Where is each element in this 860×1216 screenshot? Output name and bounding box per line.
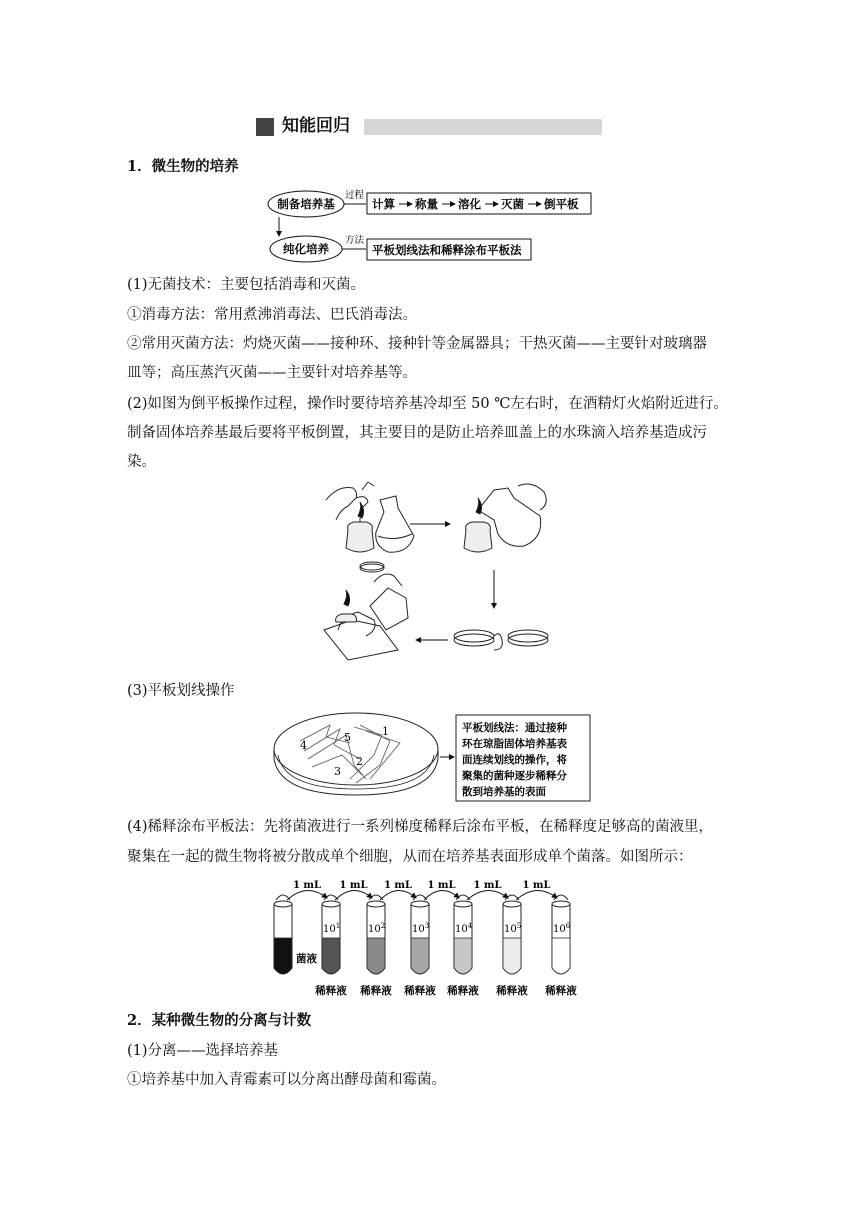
step-4: 灭菌 [501, 197, 524, 211]
streak-plate-diagram [270, 705, 592, 805]
node-prepare-label: 制备培养基 [277, 197, 335, 211]
tube-dilution-label: $10^2$ [368, 922, 386, 935]
tube-exponent: 1 [335, 922, 341, 930]
tube-exponent: 2 [380, 922, 386, 930]
tube-bottom-label: 稀释液 [360, 985, 392, 997]
para-spread-2: 聚集在一起的微生物将被分散成单个细胞，从而在培养基表面形成单个菌落。如图所示： [127, 849, 693, 865]
transfer-volume-label: 1 mL [339, 880, 368, 891]
node-purify-label: 纯化培养 [283, 242, 329, 256]
tube-dilution-label: $10^3$ [412, 922, 430, 935]
methods-text: 平板划线法和稀释涂布平板法 [372, 243, 522, 257]
step-1: 计算 [372, 197, 395, 211]
transfer-volume-label: 1 mL [383, 880, 413, 891]
para-sterilization-2: 皿等；高压蒸汽灭菌——主要针对培养基等。 [127, 365, 417, 381]
section-1-title: 1．微生物的培养 [127, 158, 239, 175]
streak-desc-line-4: 聚集的菌种逐步稀释分 [462, 770, 567, 782]
step-5: 倒平板 [544, 197, 579, 211]
test-tube [274, 895, 292, 974]
streak-number-5: 5 [344, 731, 351, 744]
tube-bottom-label: 稀释液 [496, 985, 528, 997]
test-tube [403, 895, 436, 997]
transfer-arrow [424, 890, 459, 900]
tube-bottom-label: 稀释液 [315, 985, 347, 997]
transfer-volume-label: 1 mL [473, 880, 502, 891]
tube-bottom-label: 稀释液 [404, 985, 436, 997]
test-tube [495, 895, 528, 997]
tube-dilution-label: $10^5$ [504, 922, 522, 935]
transfer-arrow [516, 890, 557, 900]
streak-desc-line-3: 面连续划线的操作，将 [462, 754, 567, 766]
para-separation: (1)分离——选择培养基 [127, 1043, 279, 1059]
streak-number-2: 2 [356, 755, 363, 768]
streak-desc-line-2: 环在琼脂固体培养基表 [462, 738, 567, 750]
flask-icon [376, 496, 414, 552]
culture-flow-diagram [266, 188, 596, 264]
header-square-icon [256, 118, 274, 136]
para-penicillin: ①培养基中加入青霉素可以分离出酵母菌和霉菌。 [127, 1072, 446, 1088]
section-header [256, 117, 602, 137]
test-tube [314, 895, 347, 997]
step-2: 称量 [415, 197, 438, 211]
transfer-arrow [380, 890, 416, 900]
streak-number-3: 3 [334, 765, 341, 778]
section-2-title: 2．某种微生物的分离与计数 [127, 1012, 312, 1029]
dilution-series-diagram [266, 876, 586, 1002]
step-dishes [454, 630, 548, 650]
step-3: 溶化 [458, 197, 481, 211]
test-tube [359, 895, 392, 997]
tube-exponent: 5 [516, 922, 522, 930]
tube-exponent: 3 [424, 922, 430, 930]
para-pour-plate-1: (2)如图为倒平板操作过程，操作时要待培养基冷却至 50 ℃左右时，在酒精灯火焰附近进行。 [127, 396, 728, 412]
streak-number-4: 4 [300, 739, 307, 752]
tube-dilution-label: $10^6$ [553, 922, 571, 935]
para-disinfection: ①消毒方法：常用煮沸消毒法、巴氏消毒法。 [127, 307, 417, 323]
transfer-volume-label: 1 mL [427, 880, 456, 891]
transfer-arrow [287, 890, 327, 900]
transfer-arrow [335, 890, 372, 900]
transfer-arrow [467, 890, 508, 900]
para-spread-1: (4)稀释涂布平板法：先将菌液进行一系列梯度稀释后涂布平板，在稀释度足够高的菌液里， [127, 819, 714, 835]
tube-bottom-label: 稀释液 [545, 985, 577, 997]
step-pour [324, 574, 408, 660]
para-pour-plate-3: 染。 [127, 454, 156, 470]
streak-number-1: 1 [382, 725, 389, 738]
stock-label: 菌液 [296, 953, 317, 965]
tube-exponent: 6 [565, 922, 571, 930]
transfer-volume-label: 1 mL [292, 880, 322, 891]
test-tube [446, 895, 479, 997]
streak-desc-line-5: 散到培养基的表面 [462, 786, 546, 798]
step-hand-uncork [326, 482, 374, 520]
tube-dilution-label: $10^1$ [323, 922, 341, 935]
para-pour-plate-2: 制备固体培养基最后要将平板倒置，其主要目的是防止培养皿盖上的水珠滴入培养基造成污 [127, 425, 707, 441]
tube-exponent: 4 [467, 922, 473, 930]
petri-dish-icon [360, 562, 384, 570]
para-aseptic: (1)无菌技术：主要包括消毒和灭菌。 [127, 277, 366, 293]
test-tube [544, 895, 577, 997]
para-streak: (3)平板划线操作 [127, 683, 235, 699]
alcohol-lamp-icon [346, 502, 374, 552]
step-flask-flame [464, 484, 546, 552]
tube-bottom-label: 稀释液 [447, 985, 479, 997]
header-bar [364, 119, 602, 135]
para-sterilization-1: ②常用灭菌方法：灼烧灭菌——接种环、接种针等金属器具；干热灭菌——主要针对玻璃器 [127, 336, 707, 352]
transfer-volume-label: 1 mL [522, 880, 551, 891]
petri-dish-rim [274, 713, 438, 785]
pour-plate-illustration [318, 480, 554, 670]
tube-dilution-label: $10^4$ [455, 922, 473, 935]
streak-desc-line-1: 平板划线法：通过接种 [462, 722, 567, 734]
header-title: 知能回归 [282, 116, 350, 136]
process-label: 过程 [345, 190, 365, 201]
method-label: 方法 [345, 235, 365, 246]
